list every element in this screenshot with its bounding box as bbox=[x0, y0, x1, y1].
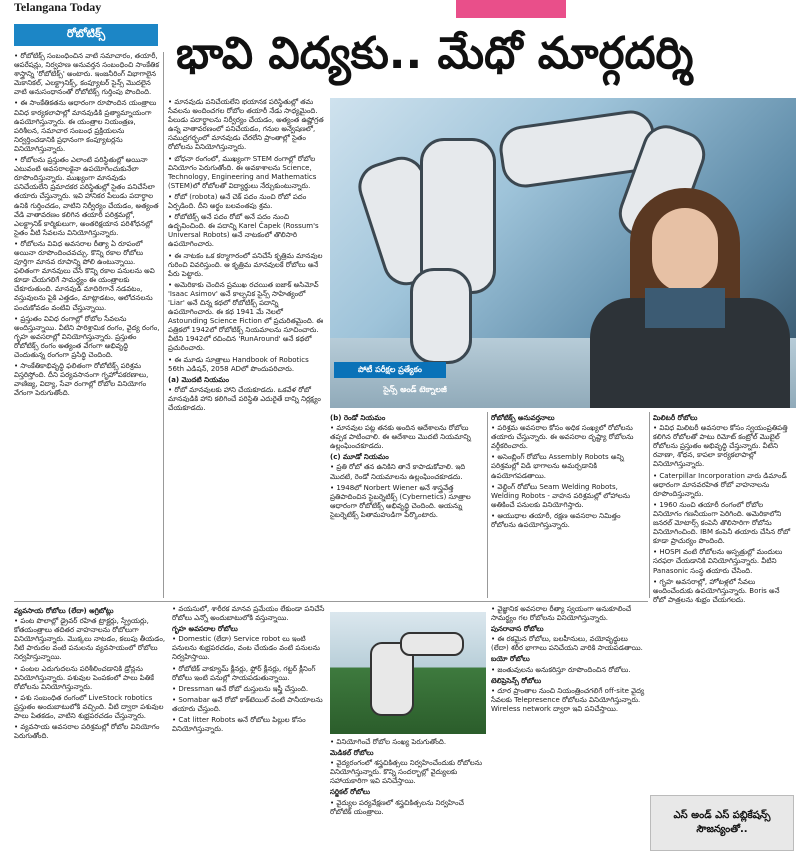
paragraph: • ప్రస్తుతం వివిధ రంగాల్లో రోబోల సేవలను అందిస్తున్నాయి. వీటిని పారిశ్రామిక రంగం, వైద్య రంగం, గృహ అవసరాల్లో వినియోగిస్తున్నారు. ప్రస్తుతం రోబోటిక్స్ రంగం అత్యంత వేగంగా అభివృద్ధి చెందుతున్న రంగంగా ప్రసిద్ధి చెందింది. bbox=[14, 314, 160, 359]
paragraph: • Cat litter Robots అనే రోబోలు పిల్లుల కోసం వినియోగిస్తున్నారు. bbox=[172, 716, 306, 734]
paragraph: • ఈ రకమైన రోబోలు, బలహీనులు, వయోవృద్ధులు (లేదా) శరీర భాగాలు పనిచేయని వారికి సాయపడతాయి. bbox=[491, 635, 643, 653]
column-divider bbox=[649, 412, 650, 598]
subheading: మెడికల్ రోబోలు bbox=[330, 749, 374, 758]
paragraph: • పంట పొలాల్లో డ్రైవర్ రహిత ట్రాక్టర్లు, స్ప్రేయర్లు, కోతయంత్రాలు తదితర వాహనాలను రోబోలుగా వినియోగిస్తున్నారు. మొక్కలు నాటడం, కలుపు తీయడం, నీటి పారుదల వంటి పనులను వ్యవసాయంలో రోబోలు నిర్వహిస్తున్నాయి. bbox=[14, 617, 166, 662]
subheading: (a) మొదటి నియమం bbox=[168, 375, 230, 384]
paragraph: • వెల్డింగ్ రోబోలు Seam Welding Robots, Welding Robots - వాహన పరిశ్రమల్లో లోహాలను అతికించే పనులకు వినియోగిస్తారు. bbox=[491, 482, 630, 509]
credit-line-1: ఎస్ అండ్ ఎస్ పబ్లికేషన్స్ bbox=[673, 810, 771, 821]
section-divider bbox=[14, 601, 648, 602]
paragraph: • ప్రతి రోబో తన ఉనికిని తానే కాపాడుకోవాలి. ఇది మొదటి, రెండో నియమాలను ఉల్లంఘించకూడదు. bbox=[330, 463, 466, 481]
paragraph: • వైద్యుల పర్యవేక్షణలో శస్త్రచికిత్సలను నిర్వహించే రోబోటిక్ యంత్రాలు. bbox=[330, 798, 464, 816]
paragraph: • రోబో మానవులకు హాని చేయకూడదు. ఒకవేళ రోబో మానవుడికి హాని కలిగించే పరిస్థితి ఎదురైతే దాన్ని నిర్లక్ష్యం చేయకూడదు. bbox=[168, 385, 321, 412]
paragraph: • మానవుల పట్ల తనకు అందిన ఆదేశాలను రోబోలు తప్పక పాటించాలి. ఈ ఆదేశాలు మొదటి నియమాన్ని ఉల్లంఘించకూడదు. bbox=[330, 424, 471, 451]
paragraph: • అమెరికాకు చెందిన ప్రముఖ రచయిత ఐజాక్ అసిమోవ్ 'Isaac Asimov' అనే కాల్పనిక సైన్స్ సాహిత్యంలో 'Liar' అనే చిన్న కథలో రోబోటిక్స్ పదాన్ని ఉపయోగించారు. ఈ కథ 1941 మే నెలలో Astounding Science Fiction లో ప్రచురితమైంది. ఈ పత్రికలో 1942లో రోబోటిక్స్ నియమాలను సూచించారు. వీటిని 1942లో రచించిన 'RunAround' అనే కథలో ప్రచురించారు. bbox=[168, 280, 324, 353]
paragraph: • వైద్యరంగంలో శస్త్రచికిత్సలు నిర్వహించేందుకు రోబోలను వినియోగిస్తున్నారు. కొన్ని సందర్భాల్లో వైద్యులకు సహాయకారిగా ఇవి పనిచేస్తాయి. bbox=[330, 759, 483, 786]
paragraph: • అసెంబ్లింగ్ రోబోలు Assembly Robots అన్ని పరిశ్రమల్లో విడి భాగాలను అమర్చడానికి ఉపయోగపడతాయి. bbox=[491, 453, 624, 480]
paragraph: • దూర ప్రాంతాల నుంచి నియంత్రించగలిగే off-site వైద్య సేవలకు Telepresence రోబోలను వినియోగిస్తున్నారు. Wireless network ద్వారా ఇవి పనిచేస్తాయి. bbox=[491, 686, 645, 713]
photo-tag: పోటీ పరీక్షల ప్రత్యేకం bbox=[334, 362, 446, 378]
paragraph: • రోబోటిక్ వాక్యూమ్ క్లీనర్లు, ఫ్లోర్ క్లీనర్లు, గట్టర్ క్లీనింగ్ రోబోలు ఇంటి పనుల్లో సాయపడుతున్నాయి. bbox=[172, 664, 316, 682]
subheading: వ్యవసాయ రోబోలు (లేదా) అగ్రిబోట్లు bbox=[14, 607, 114, 615]
paragraph: • పశు సంబంధిత రంగంలో LiveStock robotics ప్రస్తుతం అందుబాటులోకి వచ్చింది. వీటి ద్వారా పశువుల పాలు పితకడం, వాటిని శుభ్రపరచడం చేస్తున్నారు. bbox=[14, 693, 164, 721]
lower-column-4 bbox=[491, 605, 645, 850]
column-3 bbox=[330, 412, 484, 598]
paragraph: • HOSPI వంటి రోబోలను ఆస్పత్రుల్లో మందులు సరఫరా చేయడానికి వినియోగిస్తున్నారు. వీటిని Panasonic సంస్థ తయారు చేసింది. bbox=[653, 548, 783, 575]
column-2 bbox=[168, 98, 324, 598]
subheading: గృహ అవసరాల రోబోలు bbox=[172, 625, 238, 634]
masthead bbox=[0, 0, 800, 20]
lower-column-3 bbox=[330, 738, 486, 850]
subheading: (c) మూడో నియమం bbox=[330, 453, 389, 462]
section-banner bbox=[456, 0, 566, 18]
paragraph: • వినియోగించే రోబోల సంఖ్య పెరుగుతోంది. bbox=[330, 738, 447, 746]
paragraph: • మానవుడు పనిచేయలేని భయానక పరిస్థితుల్లో తమ సేవలను అందించగల రోబోల తయారీ నేడు సాధ్యమైంది. పేలుడు పదార్థాలను నిర్వీర్యం చేయడం, అత్యంత ఉష్ణోగ్రత ఉన్న వాతావరణంలో పనిచేయడం, గనుల అన్వేషణలో, సముద్రగర్భంలో మానవుడు చేరలేని ప్రాంతాల్లో సైతం రోబోలను వినియోగిస్తున్నారు. bbox=[168, 98, 324, 152]
subheading: మిలిటరీ రోబోలు bbox=[653, 414, 698, 422]
lower-column-2 bbox=[172, 605, 326, 850]
paragraph: • పంటల ఎదుగుదలను పరిశీలించడానికి డ్రోన్లను వినియోగిస్తున్నారు. పశువుల పెంపకంలో పాలు పితికే రోబోలను వినియోగిస్తున్నారు. bbox=[14, 664, 154, 691]
paragraph: • వివిధ మిలిటరీ అవసరాల కోసం స్వయంప్రతిపత్తి కలిగిన రోబోలతో పాటు రిమోట్ కంట్రోల్ మొబైల్ రోబోలను ప్రస్తుతం అభివృద్ధి చేస్తున్నారు. వీటిని రవాణా, శోధన, కాపలా కార్యకలాపాల్లో వినియోగిస్తున్నారు. bbox=[653, 424, 788, 469]
paragraph: • Dressman అనే రోబో దుస్తులను ఇస్త్రీ చేస్తుంది. bbox=[172, 684, 309, 693]
masthead-title: Telangana Today bbox=[14, 0, 102, 14]
paragraph: • ఈ మూడు సూత్రాలు Handbook of Robotics 56th ఎడిషన్, 2058 ADలో పొందుపరిచారు. bbox=[168, 355, 309, 373]
subheading: టెలిప్రెసెన్స్ రోబోలు bbox=[491, 676, 542, 685]
column-divider bbox=[163, 52, 164, 598]
paragraph: • జంతువులను అనుకరిస్తూ రూపొందించిన రోబోలు. bbox=[491, 665, 631, 674]
paragraph: • రోబోలను ప్రస్తుతం ఎలాంటి పరిస్థితుల్లో అయినా ఎటువంటి అవసరాలకైనా ఉపయోగించుకునేలా రూపొందిస్తున్నారు. ముఖ్యంగా మానవుడు పనిచేయలేని ప్రమాదకర పరిస్థితుల్లో సైతం పనిచేసేలా తయారు చేస్తున్నారు. ఇవి హానికర పేలుడు పదార్థాల ఉనికి గుర్తించడం, వాటిని నిర్వీర్యం చేయడం, అత్యంత వేడి వాతావరణం కలిగిన తయారీ పరిశ్రమల్లో, ఎలక్ట్రానిక్ కార్మికులుగా, అంతరిక్షయాన పరిశోధనల్లో సైతం వీటి సేవలను వినియోగిస్తున్నారు. bbox=[14, 156, 159, 237]
topic-tag: రోబోటిక్స్ bbox=[14, 24, 158, 46]
paragraph: • వయసులో, శారీరక మానవ ప్రమేయం లేకుండా పనిచేసే రోబోలు ఎన్నో అందుబాటులోకి వస్తున్నాయి. bbox=[172, 605, 325, 623]
paragraph: • ఆయుధాల తయారీ, రక్షణ అవసరాల నిమిత్తం రోబోలను ఉపయోగిస్తున్నారు. bbox=[491, 511, 621, 530]
paragraph: • Somabar అనే రోబో కాక్‌టెయిల్ వంటి పానీయాలను తయారు చేస్తుంది. bbox=[172, 695, 323, 713]
column-5 bbox=[653, 412, 793, 792]
subheading: పునరావాస రోబోలు bbox=[491, 625, 544, 634]
paragraph: • వ్యవసాయ అవసరాల పరిశ్రమల్లో రోబోల వినియోగం పెరుగుతోంది. bbox=[14, 723, 160, 741]
headline: భావి విద్యకు.. మేధో మార్గదర్శి bbox=[176, 28, 694, 79]
paragraph: • సాంకేతికాభివృద్ధి ఫలితంగా రోబోటిక్స్ పరిశ్రమ విస్తరిస్తోంది. దీని పర్యవసానంగా గృహోపకరణాలు, వాణిజ్య, విద్యా, సేవా రంగాల్లో రోబోల వినియోగం వేగంగా పెరుగుతోంది. bbox=[14, 362, 149, 398]
paragraph: • 1948లో Norbert Wiener అనే శాస్త్రవేత్త ప్రతిపాదించిన సైబర్నెటిక్స్ (Cybernetics) సూత్రాల ఆధారంగా రోబోటిక్స్ అభివృద్ధి చెందింది. ఆయన్ను సైబర్నెటిక్స్ పితామహుడిగా పేర్కొంటారు. bbox=[330, 483, 471, 519]
lower-column-1 bbox=[14, 605, 168, 850]
paragraph: • రోబోటిక్స్ అనే పదం రోబో అనే పదం నుంచి ఉద్భవించింది. ఈ పదాన్ని Karel Čapek (Rossum's Universal Robots) అనే నాటకంలో తొలిసారి ఉపయోగించారు. bbox=[168, 213, 319, 249]
subheading: సర్జికల్ రోబోలు bbox=[330, 788, 370, 797]
subheading: (b) రెండో నియమం bbox=[330, 414, 386, 422]
column-divider bbox=[487, 412, 488, 598]
paragraph: • Domestic (లేదా) Service robot లు ఇంటి పనులను శుభ్రపరచడం, వంట చేయడం వంటి పనులను నిర్వహిస్తాయి. bbox=[172, 635, 320, 662]
paragraph: • బోధనా రంగంలో, ముఖ్యంగా STEM రంగాల్లో రోబోల వినియోగం పెరుగుతోంది. ఈ అవకాశాలను Science, Technology, Engineering and Mathematics (STEM)లో రోబోలతో విద్యార్థులు నేర్చుకుంటున్నారు. bbox=[168, 154, 317, 190]
paragraph: • ఈ సాంకేతికతను ఆధారంగా రూపొందిన యంత్రాలు వివిధ కార్యకలాపాల్లో మానవుడికి ప్రత్యామ్నాయంగా ఉపయోగిస్తున్నారు. ఈ యంత్రాల నియంత్రణ, పరిశీలన, సమాచార సంబంధ ప్రక్రియలను నిర్వర్తించడానికి ప్రధానంగా కంప్యూటర్లను వినియోగిస్తున్నారు. bbox=[14, 99, 157, 153]
paragraph: • 1960 నుంచి తయారీ రంగంలో రోబోల వినియోగం గణనీయంగా పెరిగింది. అమెరికాలోని జనరల్ మోటార్స్ కంపెనీ తొలిసారిగా రోబోను వినియోగించింది. IBM కంపెనీ తయారు చేసిన రోబో కూడా ప్రాచుర్యం పొందింది. bbox=[653, 500, 791, 546]
subheading: రోబోటిక్స్ అనువర్తనాలు bbox=[491, 414, 555, 422]
paragraph: • Caterpillar Incorporation వారు డిమాండ్ ఆధారంగా మానవరహిత రోబో వాహనాలను రూపొందిస్తున్నారు. bbox=[653, 471, 787, 498]
paragraph: • వైజ్ఞానిక అవసరాల రీత్యా స్వయంగా అనుకూలించే సామర్థ్యం గల రోబోలను వినియోగిస్తున్నారు. bbox=[491, 605, 632, 623]
paragraph: • గృహ అవసరాల్లో, హోటళ్లలో సేవలు అందించేందుకు ఉపయోగిస్తున్నారు. Boris అనే రోబో పాత్రలను శుభ్రం చేయగలదు. bbox=[653, 577, 780, 604]
paragraph: • పరిశ్రమ అవసరాల కోసం అధిక సంఖ్యలో రోబోలను తయారు చేస్తున్నారు. ఈ అవసరాల దృష్ట్యా రోబోలను వర్గీకరించారు. bbox=[491, 424, 634, 451]
paragraph: • రోబో (robota) అనే చెక్ పదం నుంచి రోబో పదం ఏర్పడింది. దీని అర్థం బలవంతపు శ్రమ. bbox=[168, 192, 307, 211]
paragraph: • ఈ నాటకం ఒక కర్మాగారంలో పనిచేసే కృత్రిమ మానవుల గురించి వివరిస్తుంది. ఆ కృత్రిమ మానవులకే రోబోలు అనే పేరు పెట్టారు. bbox=[168, 251, 323, 278]
column-4 bbox=[491, 412, 645, 598]
column-1 bbox=[14, 52, 160, 600]
paragraph: • రోబోటిక్స్ సంబంధించిన వాటి సమాచారం, తయారీ, ఆపరేషన్లు, నిర్వహణ అనువర్తన సంబంధించి సాంకేతిక శాస్త్రాన్ని 'రోబోటిక్స్' అంటారు. ఇంజనీరింగ్ విభాగాలైన మెకానికల్, ఎలక్ట్రానిక్స్, కంప్యూటర్ సైన్స్ మొదలైన వాటి అనుసంధానంతో రోబోటిక్స్ గుర్తింపు పొందింది. bbox=[14, 52, 160, 97]
photo-subtag: సైన్స్ అండ్ టెక్నాలజీ bbox=[383, 385, 447, 394]
credit-box bbox=[650, 795, 794, 851]
subheading: బయో రోబోలు bbox=[491, 655, 530, 664]
paragraph: • రోబోలను వివిధ అవసరాల రీత్యా ఏ రూపంలో అయినా రూపొందించవచ్చు. కొన్ని రకాల రోబోలు పూర్తిగా మానవ రూపాన్ని పోలి ఉంటున్నాయి. ఫలితంగా మానవులు చేసే కొన్ని రకాల పనులను అవి కూడా చేయగలిగే సామర్థ్యం ఈ యంత్రాలకు చేకూరుతుంది. మానవుడి మాదిరిగానే నడవటం, వస్తువులను పైకి ఎత్తడం, మాట్లాడటం, ఆలోచనలను పంచుకోవడం వంటివి చేస్తున్నాయి. bbox=[14, 239, 155, 312]
farm-robot-photo bbox=[330, 612, 486, 734]
credit-line-2: సౌజన్యంతో.. bbox=[696, 824, 748, 835]
